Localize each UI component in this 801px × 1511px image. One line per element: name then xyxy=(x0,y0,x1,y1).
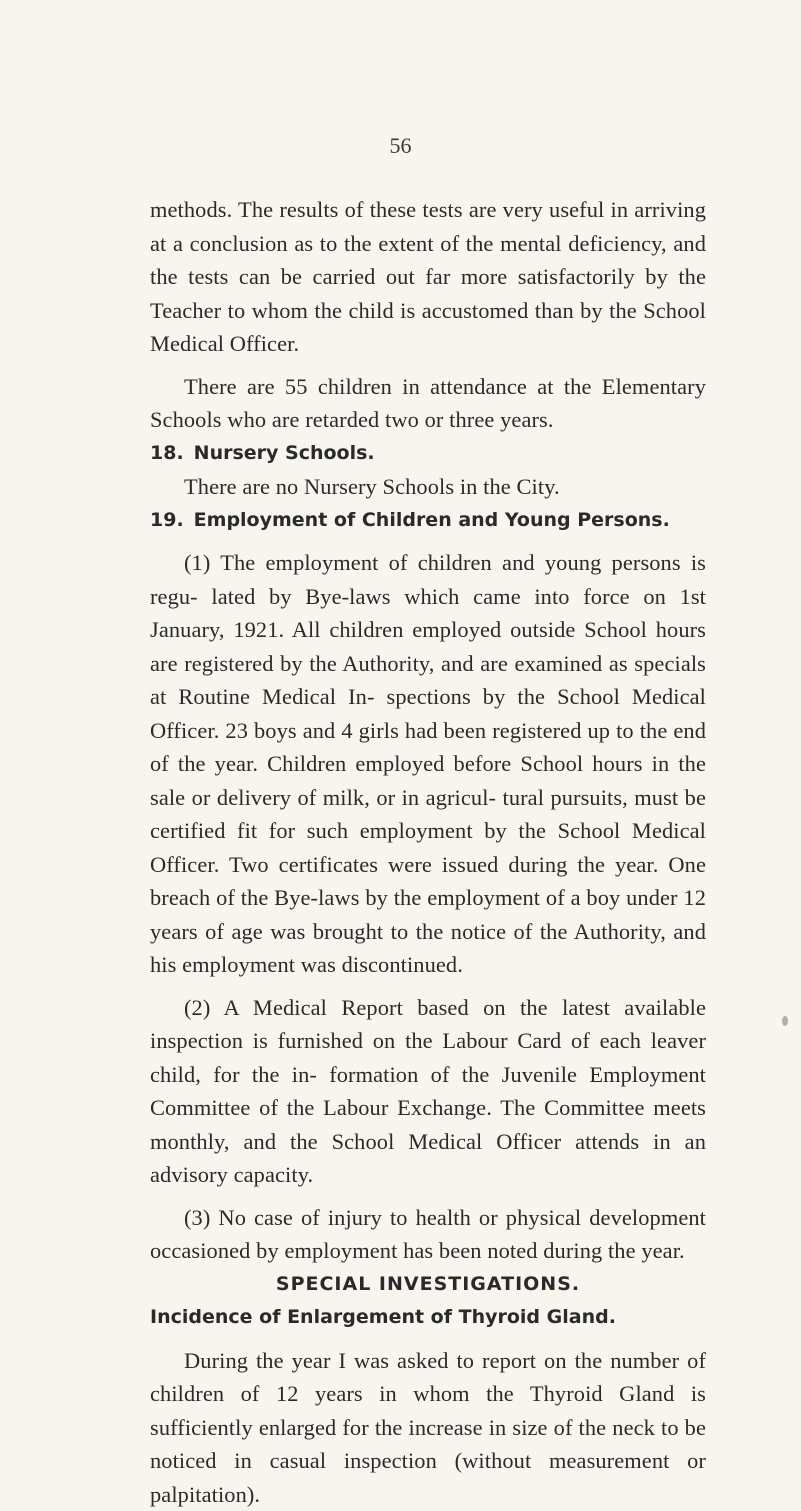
paragraph-employment-2: (2) A Medical Report based on the latest available inspection is furnished on the Labour Card of each leaver child, for the in- formation of the Juvenile Employment Committee of the Labour Exchange. The Committee meets monthly, and the School Medical Officer attends in an advisory capacity. xyxy=(150,991,706,1192)
paragraph-employment-1: (1) The employment of children and young persons is regu- lated by Bye-laws which came into force on 1st January, 1921. All children employed outside School hours are registered by the Authority, and are examined as specials at Routine Medical In- spections by the School Medical Officer. 23 boys and 4 girls had been registered up to the end of the year. Children employed before School hours in the sale or delivery of milk, or in agricul- tural pursuits, must be certified fit for such employment by the School Medical Officer. Two certificates were issued during the year. One breach of the Bye-laws by the employment of a boy under 12 years of age was brought to the notice of the Authority, and his employment was discontinued. xyxy=(150,546,706,982)
section-number-18: 18. xyxy=(150,442,184,464)
paragraph-nursery-schools: There are no Nursery Schools in the City. xyxy=(150,470,706,504)
page-number: 56 xyxy=(0,133,801,159)
paragraph-employment-3: (3) No case of injury to health or physical development occasioned by employment has been noted during the year. xyxy=(150,1201,706,1268)
section-heading-19 xyxy=(150,504,706,538)
paragraph-retarded-children: There are 55 children in attendance at the Elementary Schools who are retarded two or three years. xyxy=(150,370,706,437)
thyroid-heading: Incidence of Enlargement of Thyroid Gland. xyxy=(150,1301,706,1335)
section-number-19: 19. xyxy=(150,509,184,531)
section-heading-18 xyxy=(150,437,706,471)
paper-speck xyxy=(782,1016,788,1026)
paragraph-methods: methods. The results of these tests are very useful in arriving at a conclusion as to the extent of the mental deficiency, and the tests can be carried out far more satisfactorily by the Teacher to whom the child is accustomed than by the School Medical Officer. xyxy=(150,193,706,361)
section-title-18: Nursery Schools. xyxy=(194,442,375,464)
special-investigations-heading: SPECIAL INVESTIGATIONS. xyxy=(150,1268,706,1302)
paragraph-thyroid: During the year I was asked to report on the number of children of 12 years in whom the Thyroid Gland is sufficiently enlarged for the increase in size of the neck to be noticed in casual inspection (without measurement or palpitation). xyxy=(150,1344,706,1511)
section-title-19: Employment of Children and Young Persons. xyxy=(194,509,670,531)
page-content xyxy=(150,193,706,1511)
